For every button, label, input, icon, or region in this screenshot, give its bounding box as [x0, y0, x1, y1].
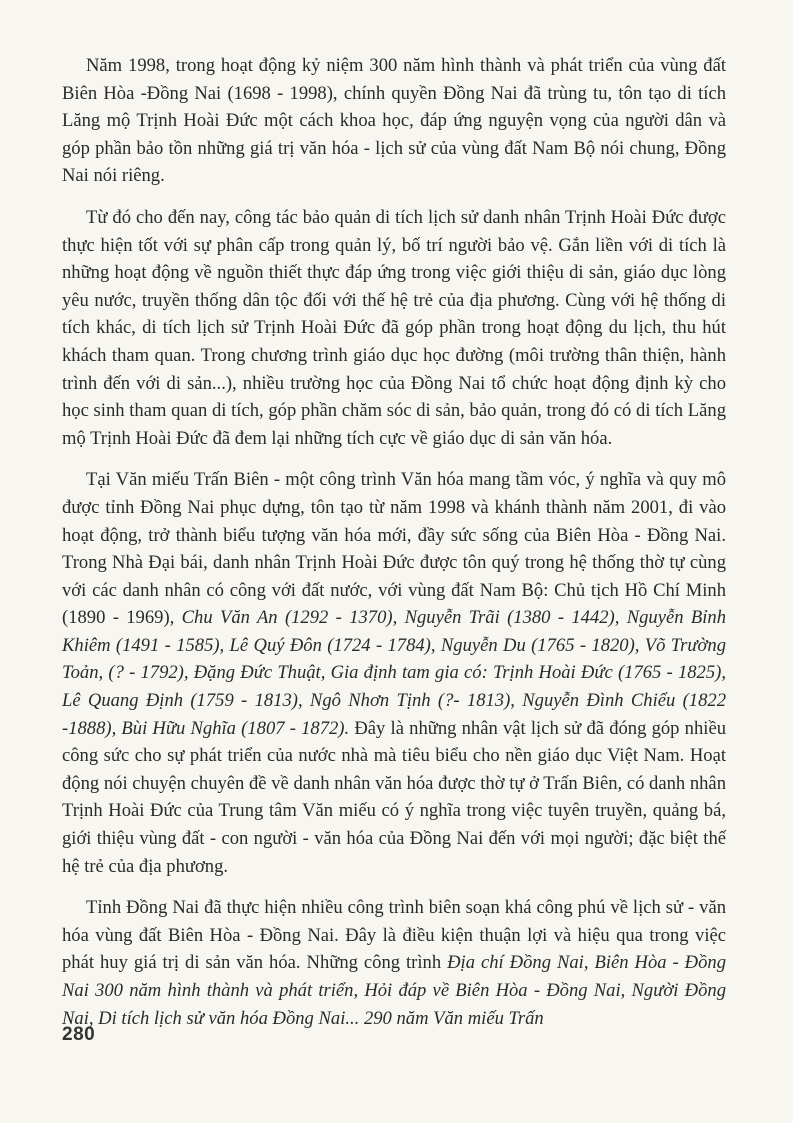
body-text [62, 52, 726, 1046]
paragraph-1 [62, 52, 726, 190]
paragraph-4-italic-titles: Địa chí Đồng Nai, Biên Hòa - Đồng Nai 300 năm hình thành và phát triển, Hỏi đáp về Biên Hòa - Đồng Nai, Người Đồng Nai, Di tích lịch sử văn hóa Đồng Nai... 290 năm Văn miếu Trấn [62, 952, 726, 1029]
paragraph-3 [62, 466, 726, 880]
paragraph-4-text: Tỉnh Đồng Nai đã thực hiện nhiều công trình biên soạn khá công phú về lịch sử - văn hóa vùng đất Biên Hòa - Đồng Nai. Đây là điều kiện thuận lợi và hiệu qua trong việc phát huy giá trị di sản văn hóa. Những công trình [62, 897, 726, 974]
paragraph-3-text: Tại Văn miếu Trấn Biên - một công trình Văn hóa mang tầm vóc, ý nghĩa và quy mô được tỉnh Đồng Nai phục dựng, tôn tạo từ năm 1998 và khánh thành năm 2001, đi vào hoạt động, trở thành biểu tượng văn hóa mới, đầy sức sống của Biên Hòa - Đồng Nai. Trong Nhà Đại bái, danh nhân Trịnh Hoài Đức được tôn quý trong hệ thống thờ tự cùng với các danh nhân có công với đất nước, với vùng đất Nam Bộ: Chủ tịch Hồ Chí Minh (1890 - 1969), [62, 469, 726, 629]
paragraph-2 [62, 204, 726, 452]
paragraph-1-text: Năm 1998, trong hoạt động kỷ niệm 300 năm hình thành và phát triển của vùng đất Biên Hòa -Đồng Nai (1698 - 1998), chính quyền Đồng Nai đã trùng tu, tôn tạo di tích Lăng mộ Trịnh Hoài Đức một cách khoa học, đáp ứng nguyện vọng của người dân và góp phần bảo tồn những giá trị văn hóa - lịch sử của vùng đất Nam Bộ nói chung, Đồng Nai nói riêng. [62, 55, 726, 187]
paragraph-3-text-end: Đây là những nhân vật lịch sử đã đóng góp nhiều công sức cho sự phát triển của nước nhà mà tiêu biểu cho nền giáo dục Việt Nam. Hoạt động nói chuyện chuyên đề về danh nhân văn hóa được thờ tự ở Trấn Biên, có danh nhân Trịnh Hoài Đức của Trung tâm Văn miếu có ý nghĩa trong việc tuyên truyền, quảng bá, giới thiệu vùng đất - con người - văn hóa của Đồng Nai đến với mọi người; đặc biệt thế hệ trẻ của địa phương. [62, 717, 726, 877]
paragraph-4 [62, 894, 726, 1032]
paragraph-3-italic-names: Chu Văn An (1292 - 1370), Nguyễn Trãi (1380 - 1442), Nguyễn Bỉnh Khiêm (1491 - 1585), Lê Quý Đôn (1724 - 1784), Nguyễn Du (1765 - 1820), Võ Trường Toản, (? - 1792), Đặng Đức Thuật, Gia định tam gia có: Trịnh Hoài Đức (1765 - 1825), Lê Quang Định (1759 - 1813), Ngô Nhơn Tịnh (?- 1813), Nguyễn Đình Chiểu (1822 -1888), Bùi Hữu Nghĩa (1807 - 1872). [62, 607, 726, 739]
paragraph-2-text: Từ đó cho đến nay, công tác bảo quản di tích lịch sử danh nhân Trịnh Hoài Đức được thực hiện tốt với sự phân cấp trong quản lý, bố trí người bảo vệ. Gắn liền với di tích là những hoạt động về nguồn thiết thực đáp ứng trong việc giới thiệu di sản, giáo dục lòng yêu nước, truyền thống dân tộc đối với thế hệ trẻ của địa phương. Cùng với hệ thống di tích khác, di tích lịch sử Trịnh Hoài Đức đã góp phần trong hoạt động du lịch, thu hút khách tham quan. Trong chương trình giáo dục học đường (môi trường thân thiện, hành trình đến với di sản...), nhiều trường học của Đồng Nai tổ chức hoạt động định kỳ cho học sinh tham quan di tích, góp phần chăm sóc di sản, bảo quản, trong đó có di tích Lăng mộ Trịnh Hoài Đức đã đem lại những tích cực về giáo dục di sản văn hóa. [62, 206, 726, 449]
page-number: 280 [62, 1024, 96, 1045]
